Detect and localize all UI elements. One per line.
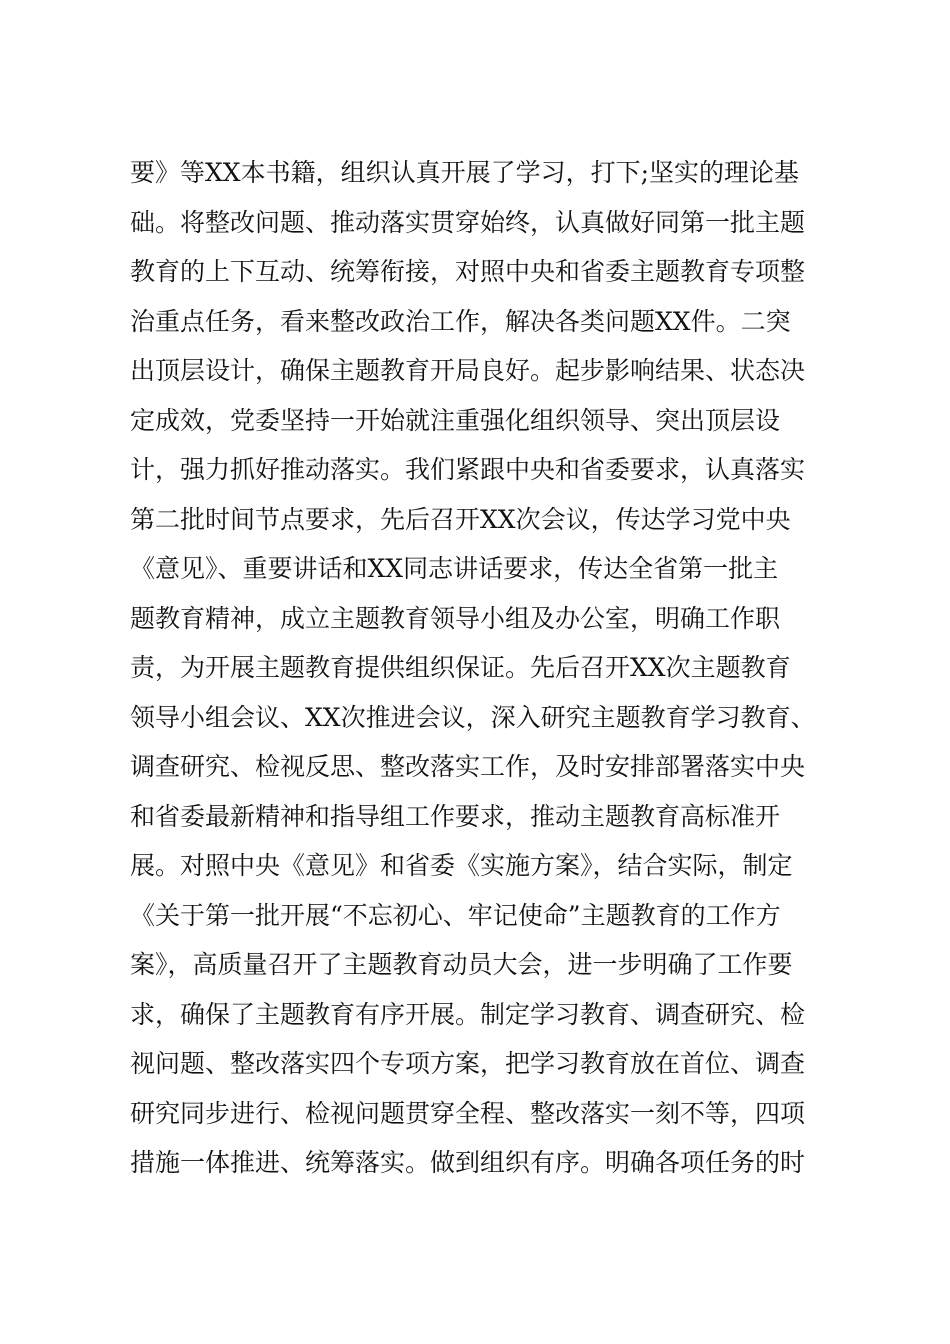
text-line: 要》等XX本书籍，组织认真开展了学习，打下;坚实的理论基 — [130, 158, 800, 187]
text-line: 定成效，党委坚持一开始就注重强化组织领导、突出顶层设 — [130, 405, 781, 435]
text-line: 视问题、整改落实四个专项方案，把学习教育放在首位、调查 — [130, 1049, 806, 1078]
text-line: 第二批时间节点要求，先后召开XX次会议，传达学习党中央 — [130, 504, 791, 534]
text-line: 求，确保了主题教育有序开展。制定学习教育、调查研究、检 — [130, 999, 806, 1029]
text-line: 《关于第一批开展“不忘初心、牢记使命”主题教育的工作方 — [130, 900, 781, 930]
text-line: 责，为开展主题教育提供组织保证。先后召开XX次主题教育 — [130, 653, 791, 682]
text-line: 《意见》、重要讲话和XX同志讲话要求，传达全省第一批主 — [130, 554, 779, 583]
text-line: 计，强力抓好推动落实。我们紧跟中央和省委要求，认真落实 — [130, 455, 806, 484]
text-line: 教育的上下互动、统筹衔接，对照中央和省委主题教育专项整 — [130, 257, 806, 286]
text-line: 领导小组会议、XX次推进会议，深入研究主题教育学习教育、 — [130, 702, 816, 732]
text-line: 展。对照中央《意见》和省委《实施方案》，结合实际，制定 — [130, 851, 793, 880]
text-line: 出顶层设计，确保主题教育开局良好。起步影响结果、状态决 — [130, 356, 806, 385]
body-text — [130, 148, 830, 1188]
text-line: 措施一体推进、统筹落实。做到组织有序。明确各项任务的时 — [130, 1148, 806, 1177]
text-line: 案》，高质量召开了主题教育动员大会，进一步明确了工作要 — [130, 950, 793, 979]
text-line: 研究同步进行、检视问题贯穿全程、整改落实一刻不等，四项 — [130, 1098, 806, 1128]
text-line: 础。将整改问题、推动落实贯穿始终，认真做好同第一批主题 — [130, 207, 806, 237]
text-line: 调查研究、检视反思、整改落实工作，及时安排部署落实中央 — [130, 752, 806, 781]
text-line: 治重点任务，看来整改政治工作，解决各类问题XX件。二突 — [130, 306, 791, 336]
text-line: 题教育精神，成立主题教育领导小组及办公室，明确工作职 — [130, 603, 781, 633]
text-line: 和省委最新精神和指导组工作要求，推动主题教育高标准开 — [130, 801, 781, 831]
